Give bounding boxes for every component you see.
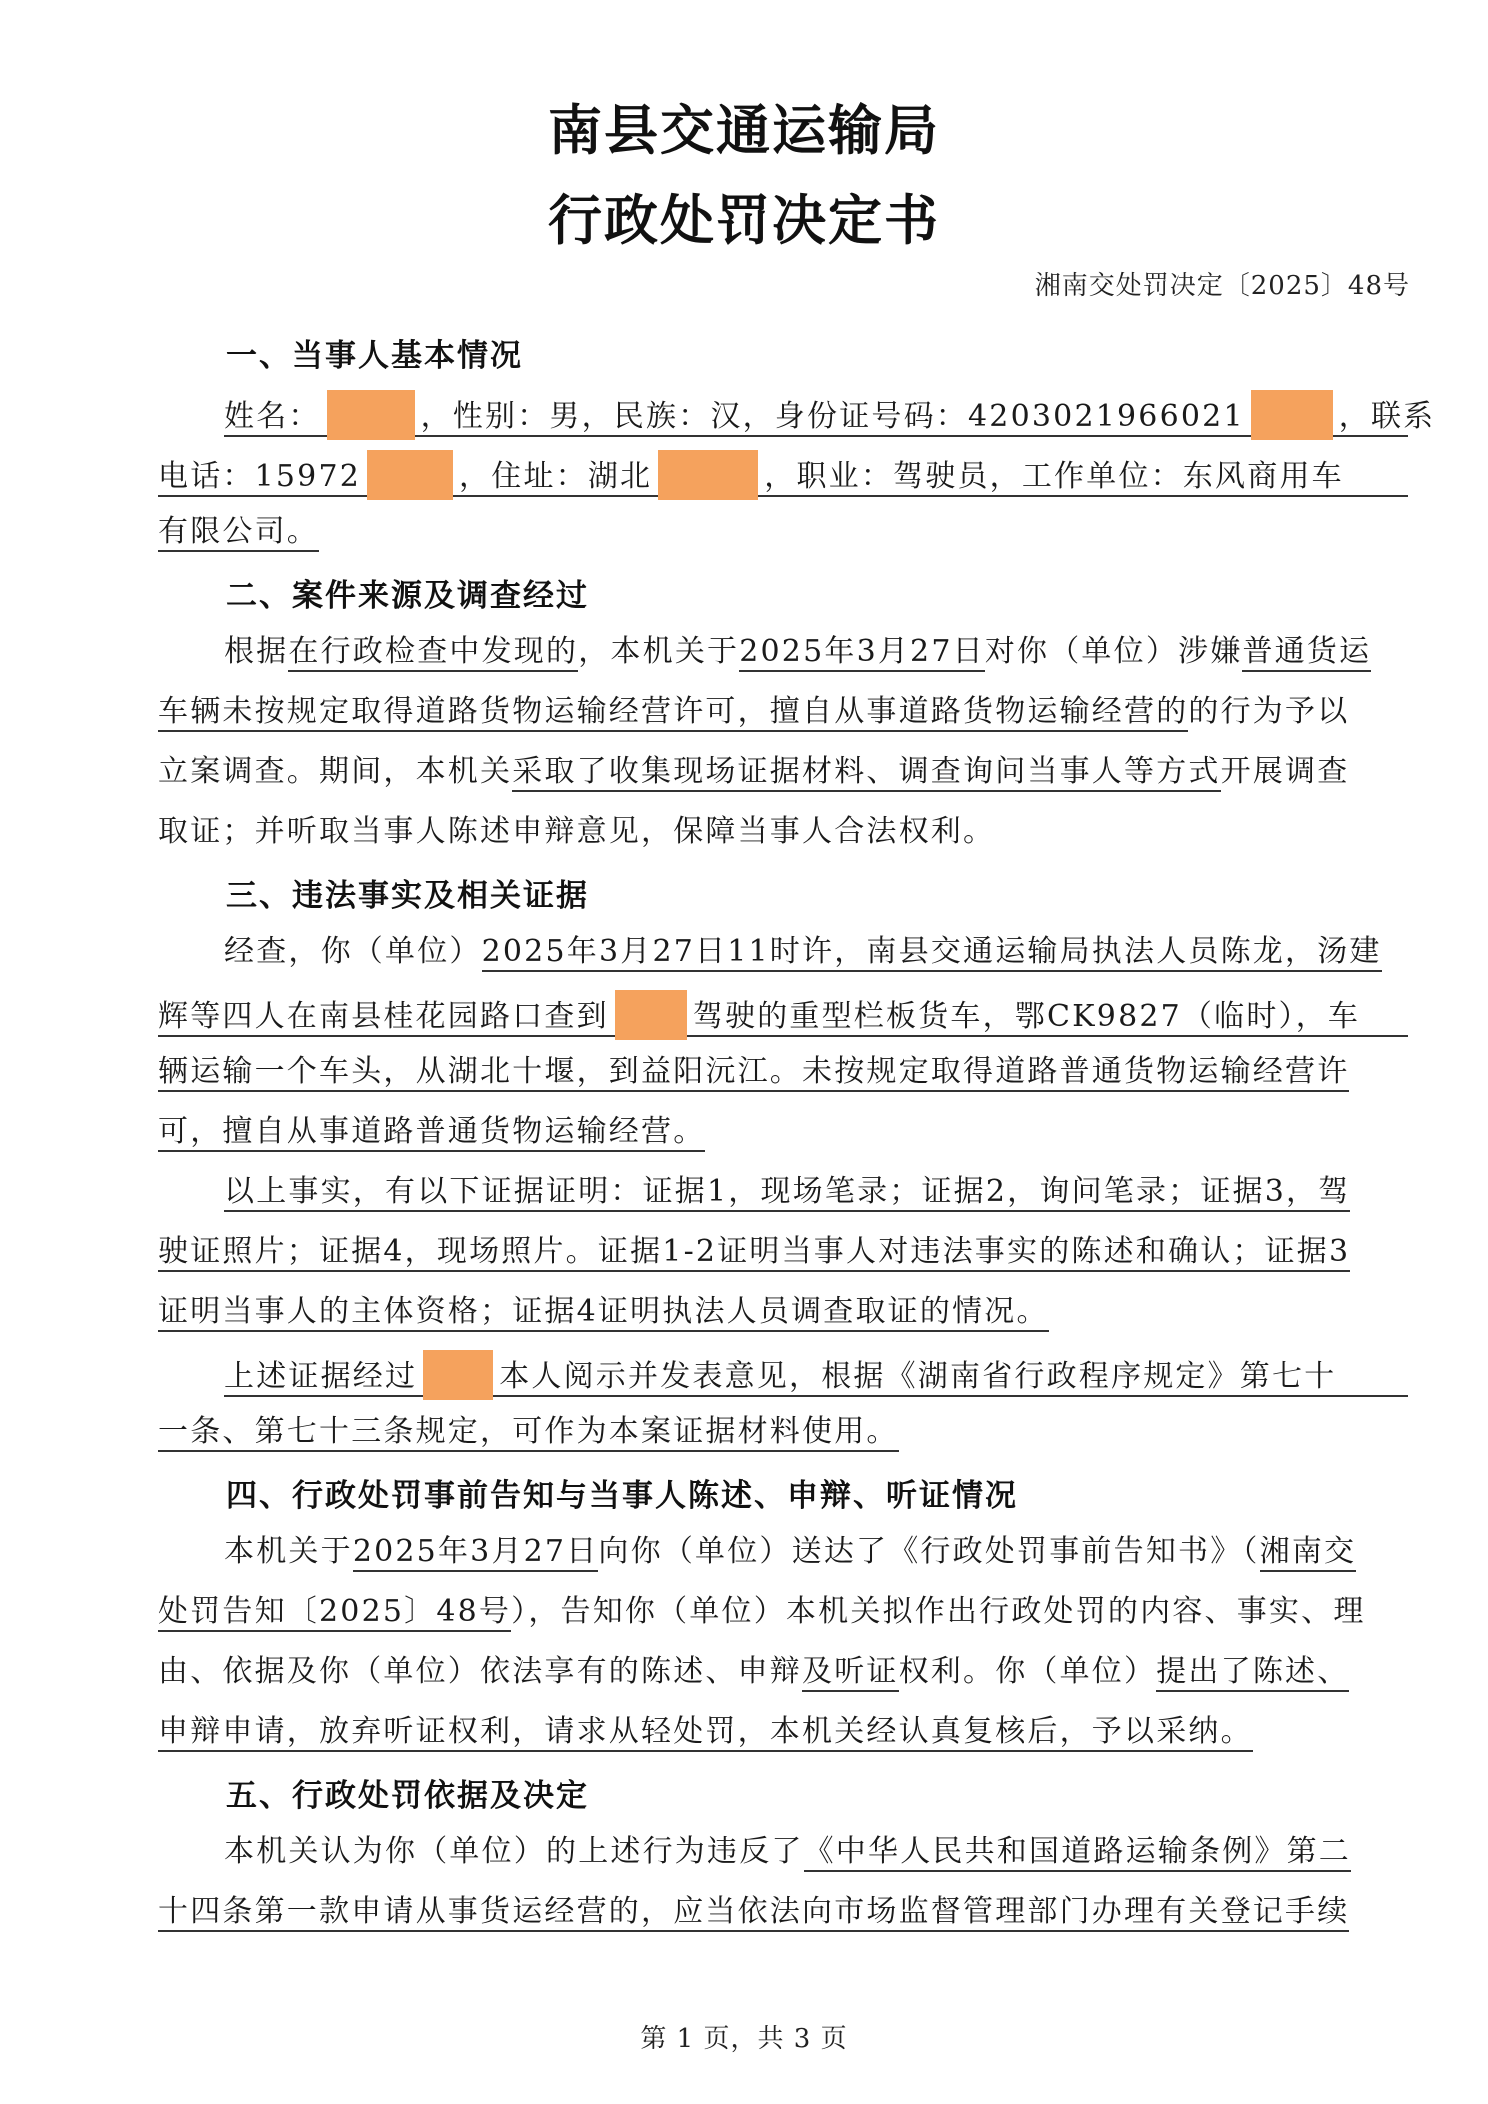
agency-title: 南县交通运输局 (548, 99, 940, 162)
redaction-box (327, 390, 415, 440)
facts-line-2: 辉等四人在南县桂花园路口查到 驾驶的重型栏板货车，鄂CK9827（临时），车 (158, 990, 1408, 1037)
document-number: 湘南交处罚决定〔2025〕48号 (1034, 271, 1410, 301)
redaction-box (615, 990, 687, 1040)
case-source-line-3: 立案调查。期间，本机关采取了收集现场证据材料、调查询问当事人等方式开展调查 (158, 750, 1408, 794)
notice-line-2: 处罚告知〔2025〕48号），告知你（单位）本机关拟作出行政处罚的内容、事实、理 (158, 1590, 1408, 1634)
section-heading-5: 五、行政处罚依据及决定 (226, 1778, 589, 1814)
case-source-line-1: 根据在行政检查中发现的，本机关于2025年3月27日对你（单位）涉嫌普通货运 (224, 630, 1408, 674)
evidence-line-1: 以上事实，有以下证据证明：证据1，现场笔录；证据2，询问笔录；证据3，驾 (224, 1170, 1408, 1214)
evidence-line-3: 证明当事人的主体资格；证据4证明执法人员调查取证的情况。 (158, 1290, 1408, 1334)
redaction-box (658, 450, 758, 500)
evidence-review-line-1: 上述证据经过 本人阅示并发表意见，根据《湖南省行政程序规定》第七十 (224, 1350, 1408, 1397)
evidence-review-line-2: 一条、第七十三条规定，可作为本案证据材料使用。 (158, 1410, 1408, 1454)
party-info-line-1: 姓名： ，性别：男，民族：汉，身份证号码：4203021966021 ，联系 (224, 390, 1408, 437)
party-info-line-3: 有限公司。 (158, 510, 1408, 554)
redaction-box (1251, 390, 1333, 440)
redaction-box (423, 1350, 493, 1400)
section-heading-1: 一、当事人基本情况 (226, 338, 523, 374)
document-title: 行政处罚决定书 (548, 189, 940, 252)
decision-line-1: 本机关认为你（单位）的上述行为违反了《中华人民共和国道路运输条例》第二 (224, 1830, 1408, 1874)
evidence-line-2: 驶证照片；证据4，现场照片。证据1-2证明当事人对违法事实的陈述和确认；证据3 (158, 1230, 1408, 1274)
case-source-line-2: 车辆未按规定取得道路货物运输经营许可，擅自从事道路货物运输经营的的行为予以 (158, 690, 1408, 734)
facts-line-1: 经查，你（单位）2025年3月27日11时许，南县交通运输局执法人员陈龙，汤建 (224, 930, 1408, 974)
redaction-box (367, 450, 453, 500)
notice-line-4: 申辩申请，放弃听证权利，请求从轻处罚，本机关经认真复核后，予以采纳。 (158, 1710, 1408, 1754)
section-heading-3: 三、违法事实及相关证据 (226, 878, 589, 914)
party-info-line-2: 电话：15972 ，住址：湖北 ，职业：驾驶员，工作单位：东风商用车 (158, 450, 1408, 497)
section-heading-4: 四、行政处罚事前告知与当事人陈述、申辩、听证情况 (226, 1478, 1018, 1514)
decision-line-2: 十四条第一款申请从事货运经营的，应当依法向市场监督管理部门办理有关登记手续 (158, 1890, 1408, 1934)
facts-line-4: 可，擅自从事道路普通货物运输经营。 (158, 1110, 1408, 1154)
page-footer: 第 1 页，共 3 页 (640, 2024, 848, 2054)
facts-line-3: 辆运输一个车头，从湖北十堰，到益阳沅江。未按规定取得道路普通货物运输经营许 (158, 1050, 1408, 1094)
section-heading-2: 二、案件来源及调查经过 (226, 578, 589, 614)
notice-line-1: 本机关于2025年3月27日向你（单位）送达了《行政处罚事前告知书》（湘南交 (224, 1530, 1408, 1574)
case-source-line-4: 取证；并听取当事人陈述申辩意见，保障当事人合法权利。 (158, 814, 996, 849)
notice-line-3: 由、依据及你（单位）依法享有的陈述、申辩及听证权利。你（单位）提出了陈述、 (158, 1650, 1408, 1694)
